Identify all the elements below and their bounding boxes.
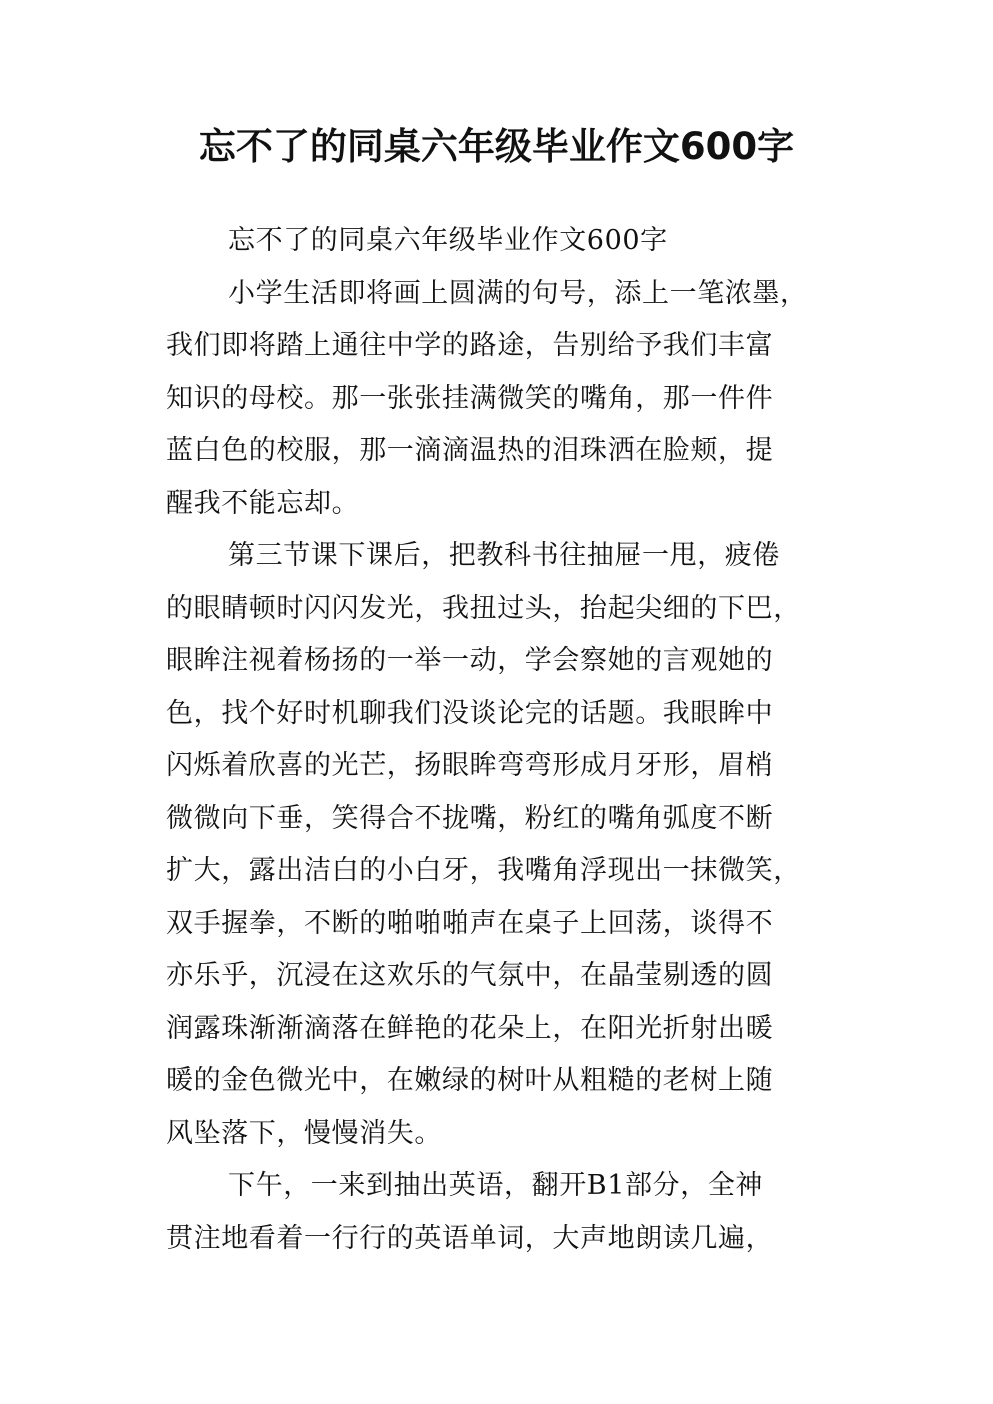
paragraph-2-line: 双手握拳，不断的啪啪啪声在桌子上回荡，谈得不	[166, 907, 774, 939]
paragraph-2-line: 色，找个好时机聊我们没谈论完的话题。我眼眸中	[166, 697, 774, 729]
paragraph-1-line: 小学生活即将画上圆满的句号，添上一笔浓墨，	[228, 277, 808, 309]
paragraph-1-line: 醒我不能忘却。	[166, 487, 360, 519]
paragraph-3-line: 贯注地看着一行行的英语单词，大声地朗读几遍，	[166, 1222, 774, 1254]
subtitle-line: 忘不了的同桌六年级毕业作文600字	[228, 225, 668, 256]
paragraph-2-line: 亦乐乎，沉浸在这欢乐的气氛中，在晶莹剔透的圆	[166, 960, 774, 991]
paragraph-3-line: 下午，一来到抽出英语，翻开B1部分，全神	[228, 1170, 764, 1201]
document-body	[166, 215, 846, 1265]
paragraph-2-line: 眼眸注视着杨扬的一举一动，学会察她的言观她的	[166, 645, 774, 676]
paragraph-1-line: 蓝白色的校服，那一滴滴温热的泪珠洒在脸颊，提	[166, 435, 774, 466]
paragraph-2-line: 第三节课下课后，把教科书往抽屉一甩，疲倦	[228, 540, 780, 571]
paragraph-2-line: 的眼睛顿时闪闪发光，我扭过头，抬起尖细的下巴，	[166, 592, 801, 624]
paragraph-2-line: 风坠落下，慢慢消失。	[166, 1117, 442, 1149]
paragraph-2-line: 微微向下垂，笑得合不拢嘴，粉红的嘴角弧度不断	[166, 802, 774, 834]
paragraph-2-line: 润露珠渐渐滴落在鲜艳的花朵上，在阳光折射出暖	[166, 1012, 774, 1044]
paragraph-1-line: 我们即将踏上通往中学的路途，告别给予我们丰富	[166, 330, 774, 361]
paragraph-2-line: 扩大，露出洁白的小白牙，我嘴角浮现出一抹微笑，	[166, 855, 801, 886]
paragraph-2-line: 暖的金色微光中，在嫩绿的树叶从粗糙的老树上随	[166, 1065, 774, 1096]
paragraph-2-line: 闪烁着欣喜的光芒，扬眼眸弯弯形成月牙形，眉梢	[166, 750, 774, 781]
paragraph-1-line: 知识的母校。那一张张挂满微笑的嘴角，那一件件	[166, 382, 774, 414]
document-title: 忘不了的同桌六年级毕业作文600字	[198, 125, 795, 168]
